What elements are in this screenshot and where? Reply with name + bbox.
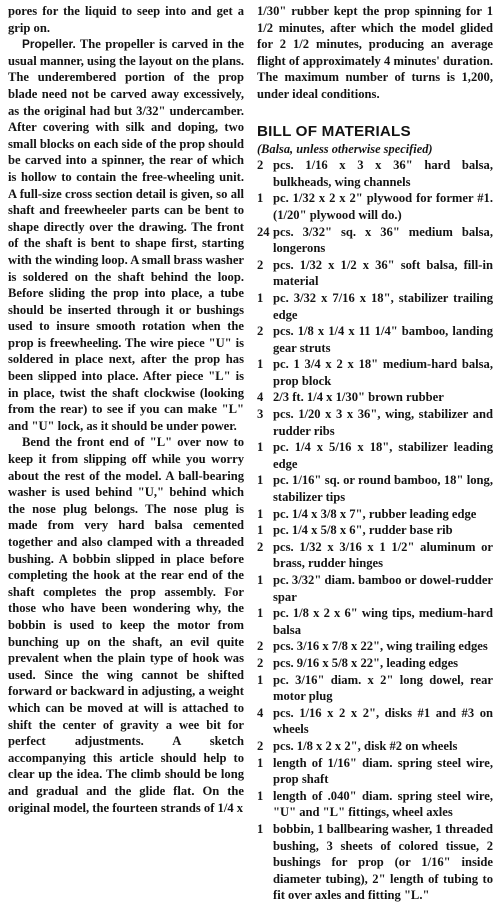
item-description: pcs. 9/16 x 5/8 x 22", leading edges xyxy=(273,655,459,670)
item-description: pcs. 1/8 x 1/4 x 11 1/4" bamboo, landing gear struts xyxy=(273,324,493,355)
item-description: pc. 1/32 x 2 x 2" plywood for former #1. (1/20" plywood will do.) xyxy=(273,191,493,222)
item-quantity: 1 xyxy=(257,606,264,621)
item-quantity: 24 xyxy=(257,224,270,239)
list-item xyxy=(257,157,493,190)
item-description: length of 1/16" diam. spring steel wire, prop shaft xyxy=(273,755,493,787)
item-description: pcs. 1/32 x 3/16 x 1 1/2" aluminum or brass, rudder hinges xyxy=(273,539,493,571)
item-description: 2/3 ft. 1/4 x 1/30" brown rubber xyxy=(273,390,444,405)
list-item xyxy=(257,705,493,738)
item-quantity: 2 xyxy=(257,158,264,173)
item-quantity: 4 xyxy=(257,705,264,720)
list-item xyxy=(257,224,493,257)
item-quantity: 2 xyxy=(257,257,264,272)
item-quantity: 2 xyxy=(257,639,264,654)
right-column xyxy=(257,3,493,904)
item-quantity: 1 xyxy=(257,473,264,488)
item-quantity: 1 xyxy=(257,290,264,305)
item-description: pc. 1/16" sq. or round bamboo, 18" long, stabilizer tips xyxy=(273,473,493,505)
item-quantity: 2 xyxy=(257,738,264,753)
list-item xyxy=(257,821,493,904)
bill-of-materials-heading: BILL OF MATERIALS xyxy=(257,122,411,140)
list-item xyxy=(257,638,493,655)
list-item xyxy=(257,506,493,523)
list-item xyxy=(257,655,493,672)
item-quantity: 1 xyxy=(257,573,264,587)
list-item xyxy=(257,257,493,290)
list-item xyxy=(257,672,493,705)
item-description: pc. 1/4 x 5/8 x 6", rudder base rib xyxy=(273,523,453,538)
item-description: pcs. 1/16 x 2 x 2", disks #1 and #3 on wheels xyxy=(273,705,493,737)
list-item xyxy=(257,755,493,788)
item-quantity: 1 xyxy=(257,357,264,372)
item-description: pc. 3/32" diam. bamboo or dowel-rudder spar xyxy=(273,573,493,604)
list-item xyxy=(257,406,493,439)
item-quantity: 2 xyxy=(257,655,264,670)
item-quantity: 1 xyxy=(257,821,264,836)
list-item xyxy=(257,472,493,505)
item-quantity: 3 xyxy=(257,407,264,422)
list-item xyxy=(257,439,493,472)
item-quantity: 4 xyxy=(257,390,264,405)
left-column xyxy=(8,3,244,816)
item-quantity: 2 xyxy=(257,324,264,339)
item-description: bobbin, 1 ballbearing washer, 1 threaded bushing, 3 sheets of colored tissue, 2 bushings for prop (or 1/16" inside diameter tubing), 2" length of tubing to fit over axles and fitting "L." xyxy=(273,821,493,903)
assembly-paragraph: Bend the front end of "L" over now to keep it from slipping off while you worry about the rest of the model. A ball-bearing washer is used behind "U," behind which the nose plug belongs. The nose plug is made from very hard balsa cemented together and also clamped with a threaded bushing. A bobbin slipped in place before completing the hook at the rear end of the shaft completes the prop assembly. For those who have been wondering why, the bobbin is used to keep the motor from bunching up on the shaft, an evil quite prevalent when the plain type of hook was used. Since the wing cannot be shifted forward or backward in adjusting, a weight which can be moved at will is attached to shift the center of gravity a wee bit for perfect adjustments. A sketch accompanying this article should help to clear up the idea. The climb should be long and gradual and the glide flat. On the original model, the fourteen strands of 1/4 x xyxy=(8,435,244,815)
item-description: pc. 1/4 x 3/8 x 7", rubber leading edge xyxy=(273,506,477,521)
flight-paragraph: 1/30" rubber kept the prop spinning for 1 1/2 minutes, after which the model glided for 2 1/2 minutes, producing an average flight of approximately 4 minutes' duration. The maximum number of turns is 1,200, under ideal conditions. xyxy=(257,4,493,101)
item-quantity: 1 xyxy=(257,672,264,687)
list-item xyxy=(257,539,493,572)
list-item xyxy=(257,605,493,638)
item-description: length of .040" diam. spring steel wire, "U" and "L" fittings, wheel axles xyxy=(273,788,493,820)
list-item xyxy=(257,788,493,821)
item-description: pcs. 1/8 x 2 x 2", disk #2 on wheels xyxy=(273,738,458,753)
list-item xyxy=(257,572,493,605)
list-item xyxy=(257,738,493,755)
item-description: pc. 1 3/4 x 2 x 18" medium-hard balsa, prop block xyxy=(273,357,493,388)
item-quantity: 1 xyxy=(257,506,264,521)
list-item xyxy=(257,389,493,406)
item-description: pc. 3/16" diam. x 2" long dowel, rear motor plug xyxy=(273,672,493,704)
item-quantity: 1 xyxy=(257,755,264,770)
list-item xyxy=(257,290,493,323)
list-item xyxy=(257,323,493,356)
propeller-paragraph xyxy=(8,36,244,434)
item-description: pcs. 1/20 x 3 x 36", wing, stabilizer and rudder ribs xyxy=(273,407,493,438)
item-quantity: 1 xyxy=(257,440,264,455)
propeller-body: The propeller is carved in the usual manner, using the layout on the plans. The underembered portion of the prop blade need not be carved away excessively, as the original had but 3/32" undercamber. After covering with silk and doping, two small blocks on each side of the prop should be carved into a spinner, the rear of which is hollow to contain the free-wheeling unit. A full-size cross section detail is given, so all shaft and freewheeler parts can be bent to shape directly over the drawing. The front of the shaft is bent to shape first, starting with the winding loop. A small brass washer is soldered on the shaft behind the loop. Before sliding the prop into place, a tube should be inserted through it or bushings used to insure smooth rotation when the prop is freewheeling. The wire piece "U" is soldered in place next, after the prop has been slipped into place. After piece "L" is in place, twist the shaft clockwise (looking from the rear) to see if you can make "L" and "U" lock, as it should be under power. xyxy=(8,37,244,433)
item-description: pcs. 3/32" sq. x 36" medium balsa, longerons xyxy=(273,224,493,256)
list-item xyxy=(257,190,493,223)
item-description: pcs. 3/16 x 7/8 x 22", wing trailing edges xyxy=(273,639,488,654)
item-description: pc. 3/32 x 7/16 x 18", stabilizer trailing edge xyxy=(273,290,493,322)
intro-paragraph: pores for the liquid to seep into and get a grip on. xyxy=(8,4,244,35)
item-description: pc. 1/4 x 5/16 x 18", stabilizer leading edge xyxy=(273,440,493,471)
bill-of-materials-subheading: (Balsa, unless otherwise specified) xyxy=(257,141,433,156)
item-quantity: 1 xyxy=(257,788,264,803)
materials-list xyxy=(257,157,493,904)
propeller-label: Propeller. xyxy=(22,37,76,52)
item-quantity: 1 xyxy=(257,523,264,538)
item-quantity: 1 xyxy=(257,191,264,206)
item-quantity: 2 xyxy=(257,539,264,554)
list-item xyxy=(257,356,493,389)
item-description: pcs. 1/32 x 1/2 x 36" soft balsa, fill-in material xyxy=(273,257,493,289)
list-item xyxy=(257,522,493,539)
item-description: pc. 1/8 x 2 x 6" wing tips, medium-hard balsa xyxy=(273,606,493,637)
item-description: pcs. 1/16 x 3 x 36" hard balsa, bulkheads, wing channels xyxy=(273,158,493,189)
